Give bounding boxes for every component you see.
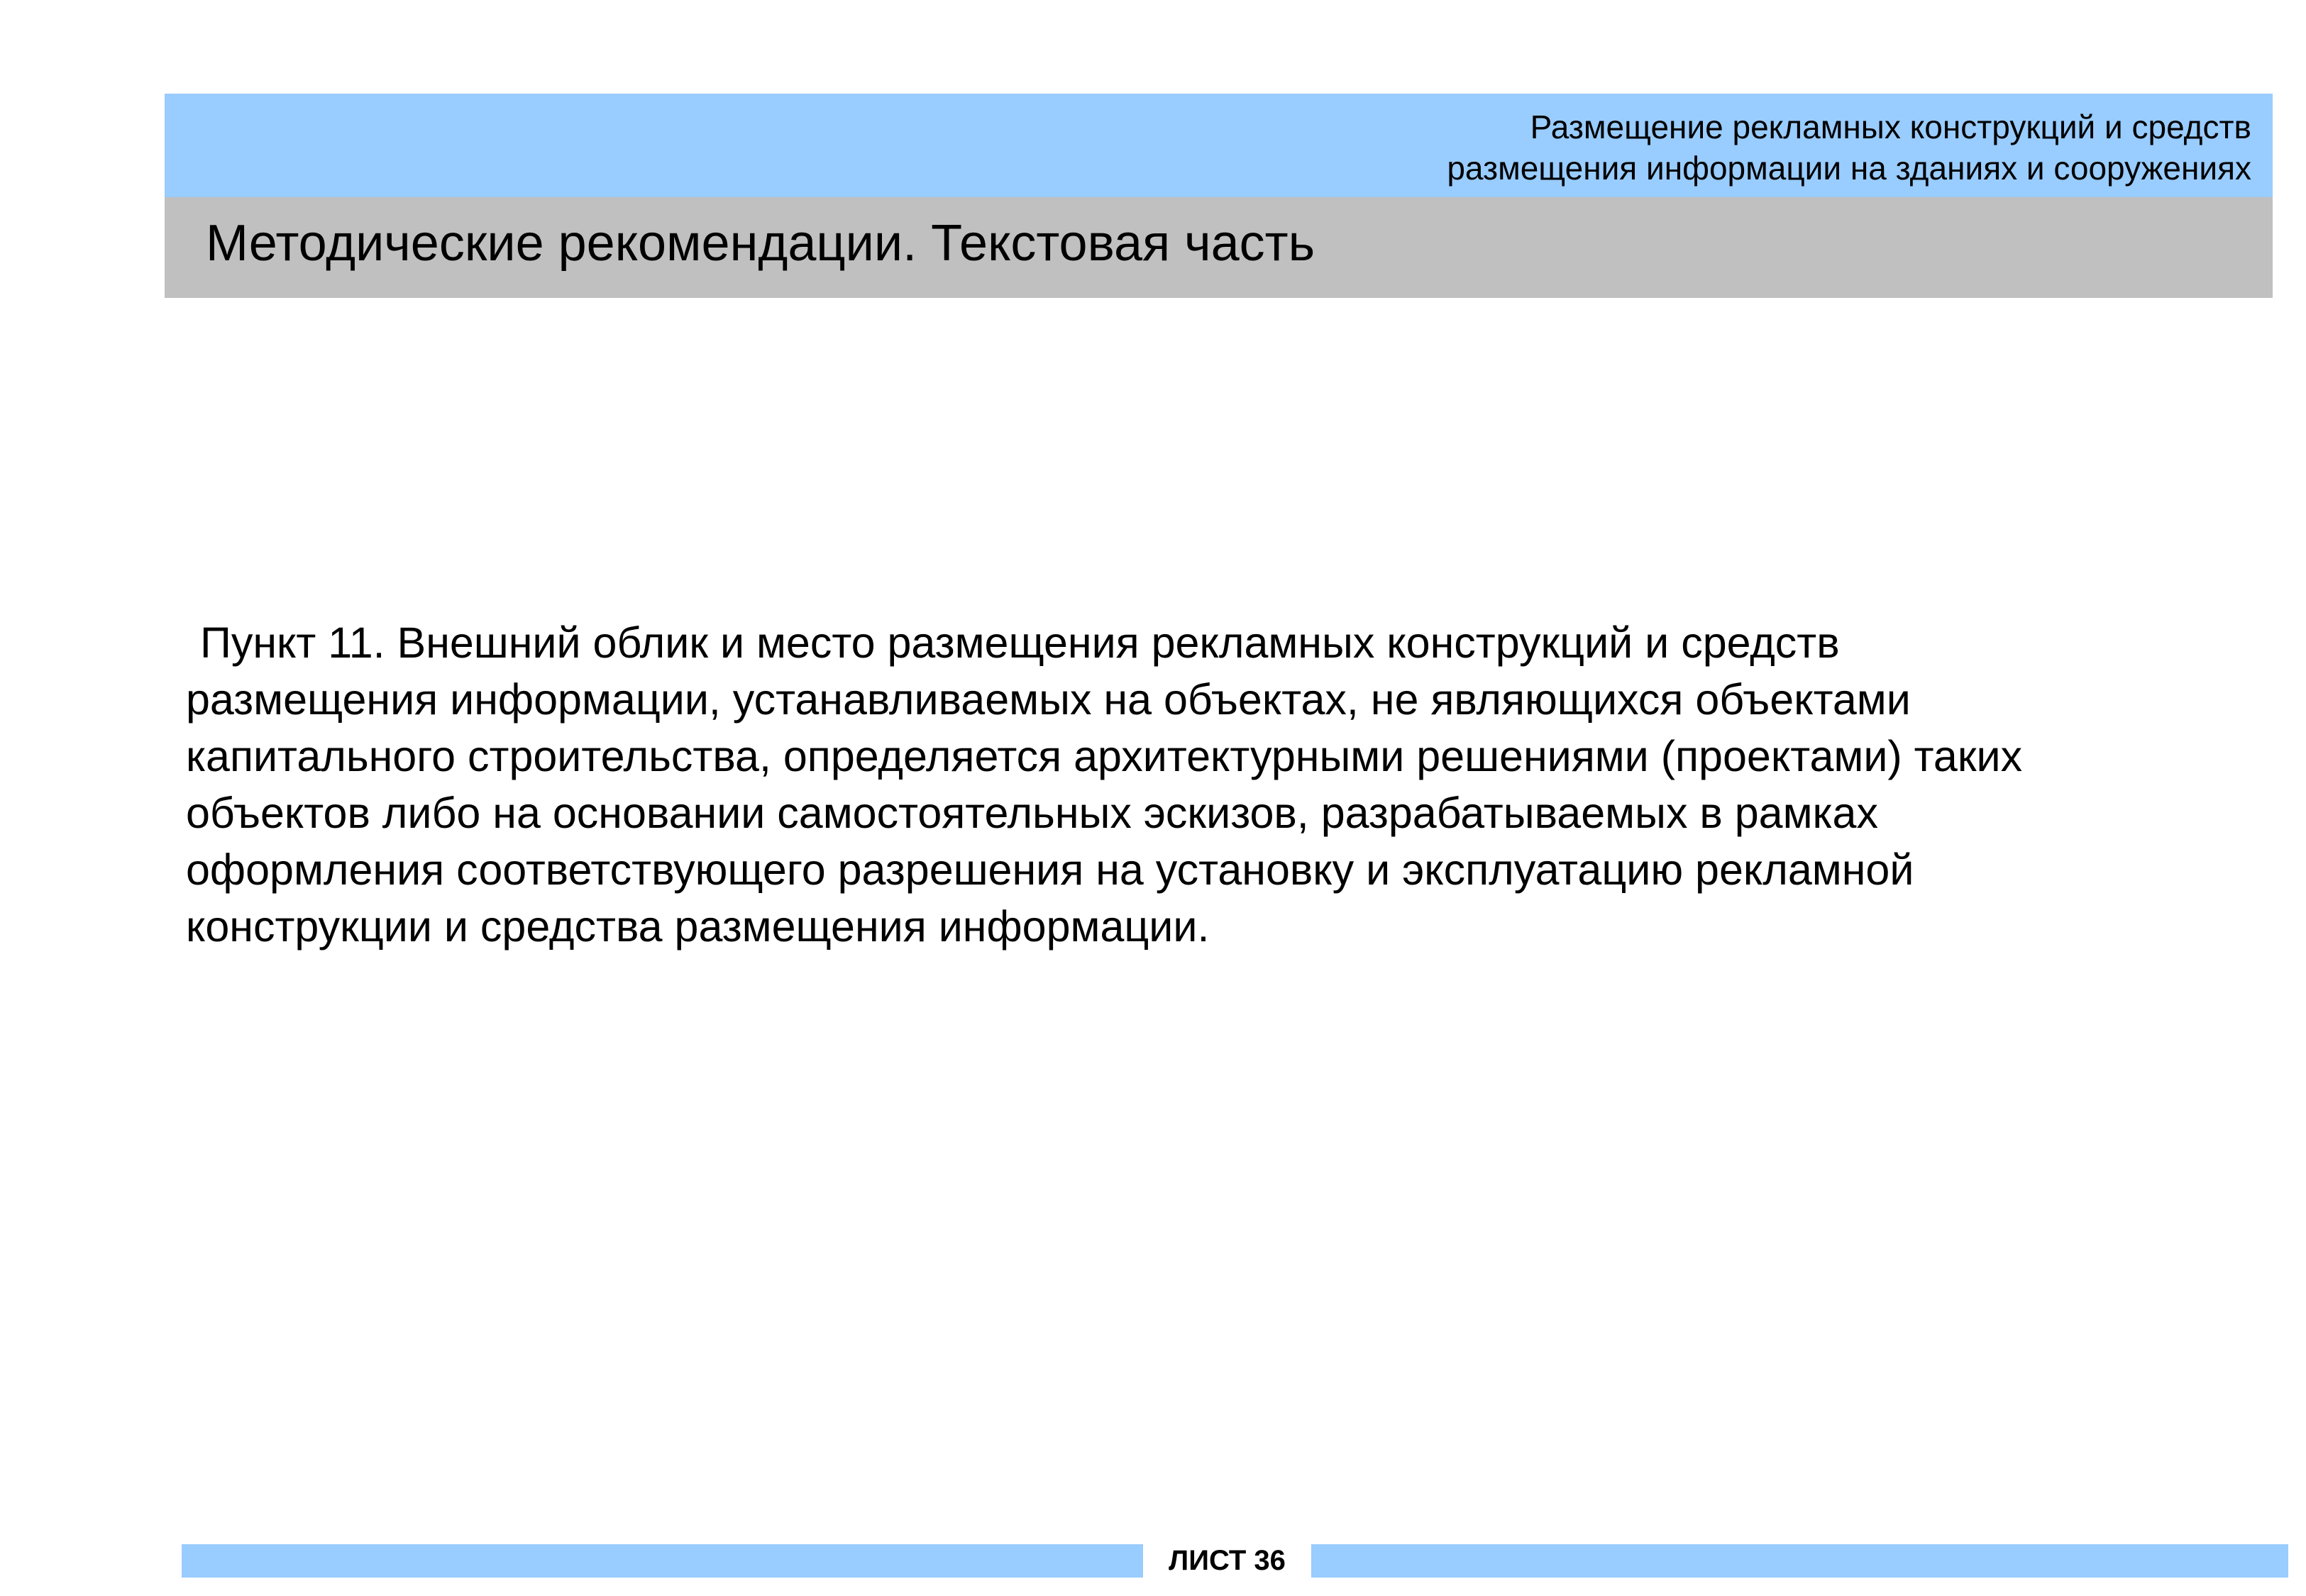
paragraph-line: размещения информации, устанавливаемых на объектах, не являющихся объектами xyxy=(186,675,1911,724)
sheet-number: ЛИСТ 36 xyxy=(1169,1545,1286,1576)
footer-bar-left xyxy=(182,1544,1143,1578)
subtitle-line: размещения информации на зданиях и сооружениях xyxy=(1447,150,2251,187)
page-title: Методические рекомендации. Текстовая часть xyxy=(206,215,1315,272)
paragraph-line: объектов либо на основании самостоятельных эскизов, разрабатываемых в рамках xyxy=(186,789,1878,837)
title-band xyxy=(165,197,2273,298)
paragraph-line: оформления соответствующего разрешения на установку и эксплуатацию рекламной xyxy=(186,846,1914,894)
paragraph-line: Пункт 11. Внешний облик и место размещения рекламных конструкций и средств xyxy=(200,619,1840,667)
header-band xyxy=(165,94,2273,197)
paragraph-line: капитального строительства, определяется архитектурными решениями (проектами) таких xyxy=(186,732,2023,780)
paragraph-line: конструкции и средства размещения информации. xyxy=(186,902,1210,951)
subtitle-line: Размещение рекламных конструкций и средств xyxy=(1530,109,2251,145)
footer-bar-right xyxy=(1311,1544,2288,1578)
main-paragraph xyxy=(186,614,2244,955)
document-subtitle xyxy=(1447,106,2251,189)
